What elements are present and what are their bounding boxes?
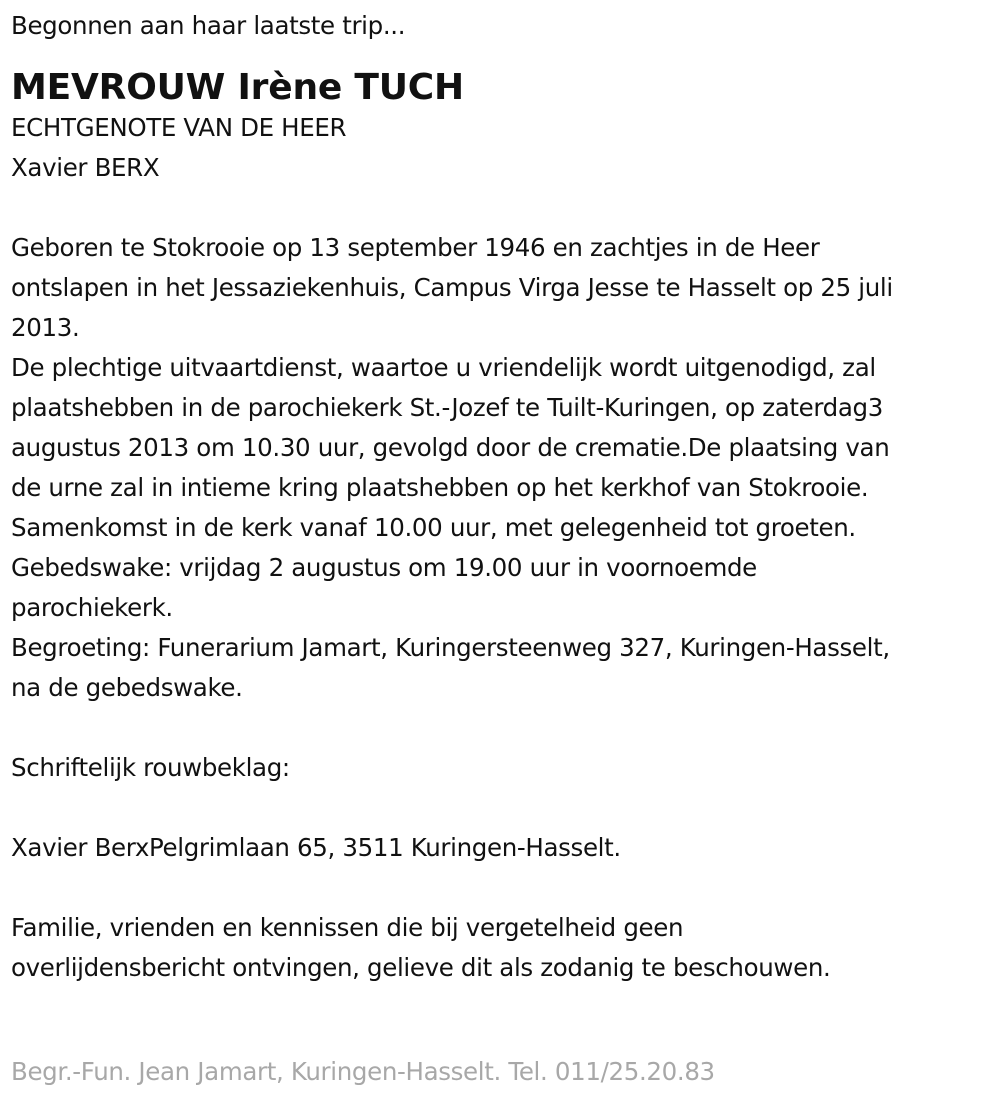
condolence-address: Xavier BerxPelgrimlaan 65, 3511 Kuringen-Hasselt.	[11, 833, 621, 862]
body-line: plaatshebben in de parochiekerk St.-Jozef te Tuilt-Kuringen, op zaterdag3	[11, 393, 883, 422]
body-text	[11, 228, 1000, 708]
spouse-name: Xavier BERX	[11, 153, 160, 182]
spacer	[11, 788, 1000, 828]
closing-line: overlijdensbericht ontvingen, gelieve dit als zodanig te beschouwen.	[11, 953, 831, 982]
body-line: Begroeting: Funerarium Jamart, Kuringersteenweg 327, Kuringen-Hasselt,	[11, 633, 890, 662]
body-line: parochiekerk.	[11, 593, 173, 622]
body-line: 2013.	[11, 313, 80, 342]
body-line: De plechtige uitvaartdienst, waartoe u vriendelijk wordt uitgenodigd, zal	[11, 353, 876, 382]
body-line: Gebedswake: vrijdag 2 augustus om 19.00 uur in voornoemde	[11, 553, 757, 582]
intro-text: Begonnen aan haar laatste trip...	[11, 11, 406, 40]
closing-line: Familie, vrienden en kennissen die bij vergetelheid geen	[11, 913, 684, 942]
closing-text	[11, 908, 1000, 988]
body-line: na de gebedswake.	[11, 673, 243, 702]
body-line: augustus 2013 om 10.30 uur, gevolgd door de crematie.De plaatsing van	[11, 433, 890, 462]
spacer	[11, 188, 1000, 228]
relation-text: ECHTGENOTE VAN DE HEER	[11, 113, 347, 142]
condolence-label: Schriftelijk rouwbeklag:	[11, 753, 290, 782]
funeral-home-footer: Begr.-Fun. Jean Jamart, Kuringen-Hasselt. Tel. 011/25.20.83	[11, 1057, 715, 1086]
body-line: de urne zal in intieme kring plaatshebben op het kerkhof van Stokrooie.	[11, 473, 869, 502]
body-line: Samenkomst in de kerk vanaf 10.00 uur, met gelegenheid tot groeten.	[11, 513, 856, 542]
spacer	[11, 708, 1000, 748]
spacer	[11, 868, 1000, 908]
deceased-name: MEVROUW Irène TUCH	[11, 67, 464, 108]
body-line: Geboren te Stokrooie op 13 september 1946 en zachtjes in de Heer	[11, 233, 820, 262]
body-line: ontslapen in het Jessaziekenhuis, Campus Virga Jesse te Hasselt op 25 juli	[11, 273, 893, 302]
